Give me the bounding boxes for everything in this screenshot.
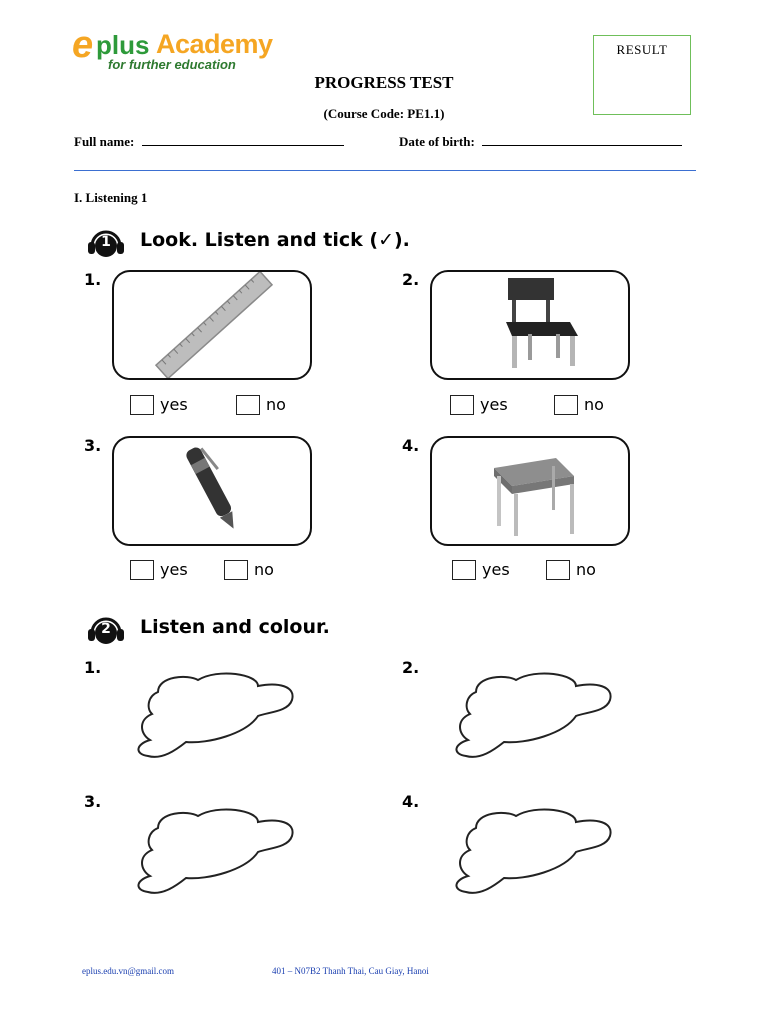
no-checkbox[interactable] [236,395,260,415]
colour-shape-1[interactable] [128,664,304,764]
no-checkbox[interactable] [546,560,570,580]
item4-no-option[interactable] [546,559,596,580]
no-label: no [254,560,274,579]
yes-checkbox[interactable] [452,560,476,580]
item-number: 4. [402,436,420,455]
blank-shape[interactable] [456,809,610,892]
item1-no-option[interactable] [236,394,286,415]
full-name-line[interactable] [142,135,344,146]
item4-yes-option[interactable] [452,559,510,580]
no-checkbox[interactable] [554,395,578,415]
item1-yes-option[interactable] [130,394,188,415]
footer-email[interactable]: eplus.edu.vn@gmail.com [82,966,175,976]
desk-icon [432,438,628,544]
yes-checkbox[interactable] [130,395,154,415]
item-number: 1. [84,658,102,677]
full-name-field[interactable] [74,134,344,150]
yes-checkbox[interactable] [130,560,154,580]
picture-card-pen [112,436,312,546]
blank-shape[interactable] [138,673,292,756]
ruler-icon [114,272,310,378]
header-divider [74,170,696,171]
yes-label: yes [482,560,510,579]
colour-shape-4[interactable] [446,800,622,900]
no-label: no [584,395,604,414]
no-checkbox[interactable] [224,560,248,580]
yes-checkbox[interactable] [450,395,474,415]
eplus-logo [72,26,272,76]
exercise1-badge: 1 [101,234,111,250]
dob-label: Date of birth: [399,134,475,149]
logo-tagline: for further education [108,57,236,72]
logo-e: e [72,24,94,66]
no-label: no [576,560,596,579]
item-number: 4. [402,792,420,811]
item-number: 2. [402,658,420,677]
result-label: RESULT [616,42,668,57]
colour-shape-2[interactable] [446,664,622,764]
item2-yes-option[interactable] [450,394,508,415]
footer-address: 401 – N07B2 Thanh Thai, Cau Giay, Hanoi [272,966,429,976]
exercise2-title: Listen and colour. [140,616,330,638]
yes-label: yes [480,395,508,414]
logo-plus: plus [96,30,150,60]
blank-shape[interactable] [138,809,292,892]
item-number: 3. [84,792,102,811]
dob-field[interactable] [399,134,682,150]
picture-card-desk [430,436,630,546]
item-number: 1. [84,270,102,289]
section-heading: I. Listening 1 [74,190,148,205]
full-name-label: Full name: [74,134,135,149]
item3-no-option[interactable] [224,559,274,580]
item-number: 3. [84,436,102,455]
picture-card-ruler [112,270,312,380]
item2-no-option[interactable] [554,394,604,415]
exercise1-title: Look. Listen and tick (✓). [140,229,410,251]
item-number: 2. [402,270,420,289]
no-label: no [266,395,286,414]
yes-label: yes [160,395,188,414]
colour-shape-3[interactable] [128,800,304,900]
chair-icon [432,272,628,378]
picture-card-chair [430,270,630,380]
page-title: PROGRESS TEST [314,73,454,92]
yes-label: yes [160,560,188,579]
pen-icon [114,438,310,544]
blank-shape[interactable] [456,673,610,756]
item3-yes-option[interactable] [130,559,188,580]
dob-line[interactable] [482,135,682,146]
logo-academy: Academy [156,29,273,59]
exercise2-badge: 2 [101,621,111,637]
course-code: (Course Code: PE1.1) [323,106,445,121]
